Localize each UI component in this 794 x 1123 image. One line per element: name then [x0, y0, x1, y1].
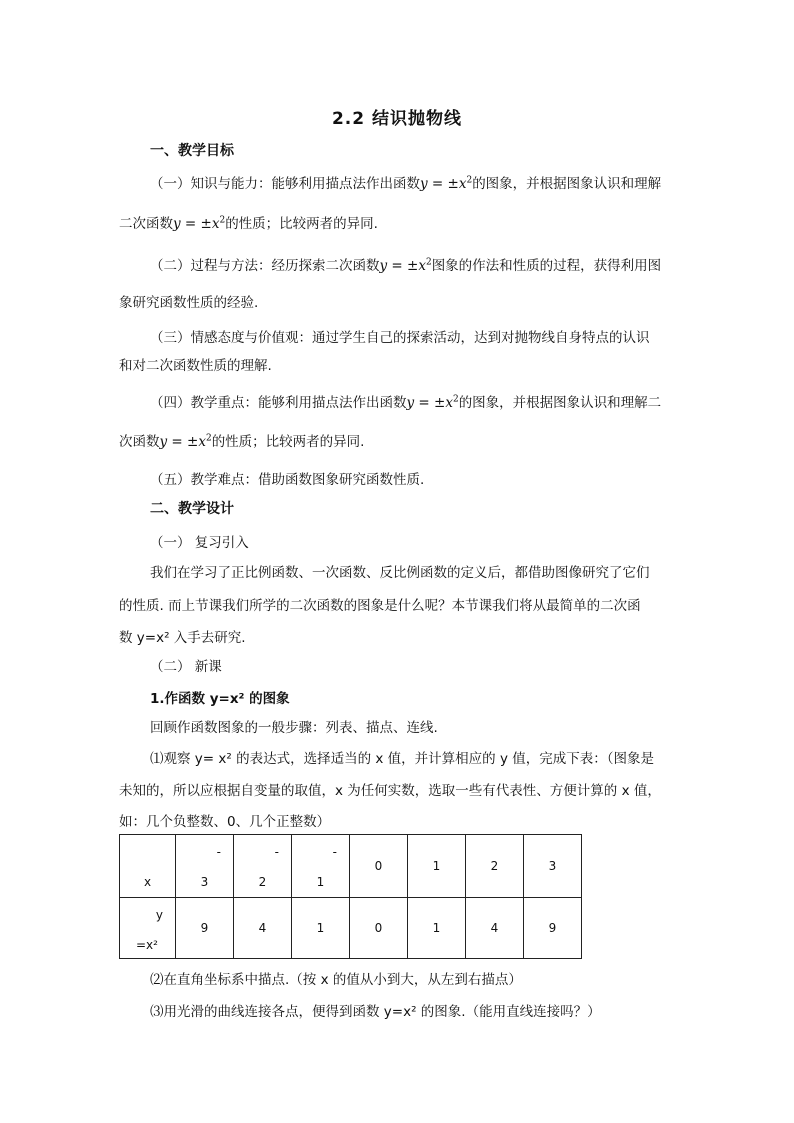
text-span: 的性质；比较两者的异同. [211, 434, 365, 450]
table-cell: 9 [524, 898, 582, 959]
text-span: 次函数 [119, 434, 160, 450]
paragraph-1-line-2: 的性质. 而上节课我们所学的二次函数的图象是什么呢？本节课我们将从最简单的二次函 [119, 598, 641, 614]
table-row [120, 898, 582, 959]
formula-base: y = ±x [379, 258, 426, 274]
text-span: 的性质；比较两者的异同. [225, 216, 378, 232]
table-cell: 2 [466, 835, 524, 898]
objective-1-line-1 [150, 172, 680, 192]
formula-base: y = ±x [420, 176, 467, 192]
x-value: 1 [316, 875, 325, 889]
y-label: y [155, 908, 163, 922]
table-cell: 4 [234, 898, 292, 959]
table-cell [292, 835, 350, 898]
table-cell: 1 [408, 898, 466, 959]
formula [160, 434, 212, 450]
section-heading-goals: 一、教学目标 [150, 143, 234, 159]
objective-2-line-2: 象研究函数性质的经验. [119, 295, 259, 311]
table-cell: 0 [350, 835, 408, 898]
table-cell: 4 [466, 898, 524, 959]
observe-line-1: ⑴观察 y= x² 的表达式，选择适当的 x 值，并计算相应的 y 值，完成下表：（图象是 [150, 751, 654, 767]
text-span: （二）过程与方法：经历探索二次函数 [150, 258, 380, 274]
section-heading-design: 二、教学设计 [150, 501, 234, 517]
formula-exponent: 2 [466, 175, 473, 186]
step-3-text: ⑶用光滑的曲线连接各点，便得到函数 y=x² 的图象.（能用直线连接吗？） [150, 1004, 601, 1020]
table-cell [234, 835, 292, 898]
step-1-heading: 1.作函数 y=x² 的图象 [150, 691, 290, 707]
text-span: 的图象，并根据图象认识和理解 [472, 176, 662, 192]
formula-exponent: 2 [219, 215, 226, 226]
table-header-cell [120, 835, 176, 898]
observe-line-3: 如：几个负整数、0、几个正整数） [119, 814, 331, 830]
formula-exponent: 2 [452, 394, 459, 405]
text-span: （一）知识与能力：能够利用描点法作出函数 [150, 176, 420, 192]
x-label: x [144, 875, 152, 889]
table-cell: 9 [176, 898, 234, 959]
objective-4-line-2 [119, 430, 649, 450]
text-span: （四）教学重点：能够利用描点法作出函数 [150, 395, 407, 411]
formula [380, 258, 432, 274]
table-cell: 1 [292, 898, 350, 959]
formula [173, 216, 225, 232]
paragraph-1-line-3: 数 y=x² 入手去研究. [119, 630, 246, 646]
objective-5: （五）教学难点：借助函数图象研究函数性质. [150, 472, 425, 488]
y-label-formula: =x² [136, 938, 158, 952]
x-value: 3 [200, 875, 209, 889]
objective-2-line-1 [150, 254, 680, 274]
objective-3-line-2: 和对二次函数性质的理解. [119, 358, 272, 374]
x-value: 2 [258, 875, 267, 889]
table-row [120, 835, 582, 898]
observe-line-2: 未知的，所以应根据自变量的取值，x 为任何实数，选取一些有代表性、方便计算的 x 值， [119, 783, 661, 799]
formula [407, 395, 459, 411]
table-header-cell [120, 898, 176, 959]
page-title: 2.2 结识抛物线 [331, 109, 463, 129]
text-span: 二次函数 [119, 216, 173, 232]
value-table [119, 834, 582, 959]
table-cell: 0 [350, 898, 408, 959]
formula-base: y = ±x [159, 434, 206, 450]
minus-sign: - [216, 845, 221, 859]
subheading-review: （一） 复习引入 [150, 535, 249, 551]
text-span: 的图象，并根据图象认识和理解二 [458, 395, 662, 411]
recall-steps: 回顾作函数图象的一般步骤：列表、描点、连线. [150, 720, 438, 736]
text-span: 图象的作法和性质的过程，获得利用图 [431, 258, 662, 274]
minus-sign: - [332, 845, 337, 859]
table-cell: 3 [524, 835, 582, 898]
formula-exponent: 2 [425, 257, 432, 268]
objective-1-line-2 [119, 212, 649, 232]
formula-base: y = ±x [406, 395, 453, 411]
table-cell: 1 [408, 835, 466, 898]
subheading-new-lesson: （二） 新课 [150, 659, 222, 675]
objective-3-line-1: （三）情感态度与价值观：通过学生自己的探索活动，达到对抛物线自身特点的认识 [150, 330, 650, 346]
minus-sign: - [274, 845, 279, 859]
step-2-text: ⑵在直角坐标系中描点.（按 x 的值从小到大，从左到右描点） [150, 972, 522, 988]
paragraph-1-line-1: 我们在学习了正比例函数、一次函数、反比例函数的定义后，都借助图像研究了它们 [150, 565, 650, 581]
formula-exponent: 2 [205, 433, 212, 444]
formula-base: y = ±x [173, 216, 220, 232]
table-cell [176, 835, 234, 898]
objective-4-line-1 [150, 391, 680, 411]
formula [420, 176, 472, 192]
